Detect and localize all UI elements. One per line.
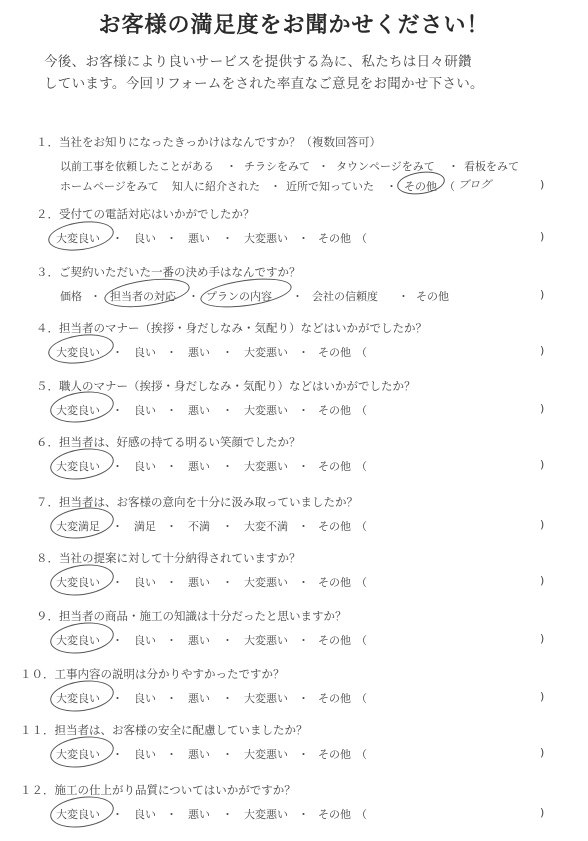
q4-close-paren: )	[540, 344, 545, 357]
q12-dot: ・	[222, 808, 233, 821]
q3-option-price[interactable]: 価格	[60, 290, 82, 303]
q1-option-past-work[interactable]: 以前工事を依頼したことがある	[60, 160, 214, 173]
q2-dot: ・	[112, 232, 123, 245]
q5-option-very-good[interactable]: 大変良い	[56, 404, 100, 417]
question-9: ９．担当者の商品・施工の知識は十分だったと思いますか？	[36, 609, 347, 623]
q10-dot: ・	[222, 692, 233, 705]
q8-close-paren: )	[540, 574, 545, 587]
q10-option-very-bad[interactable]: 大変悪い	[244, 692, 288, 705]
q4-option-good[interactable]: 良い	[134, 346, 156, 359]
q6-close-paren: )	[540, 458, 545, 471]
q4-option-very-good[interactable]: 大変良い	[56, 346, 100, 359]
q12-dot: ・	[298, 808, 309, 821]
q4-dot: ・	[112, 346, 123, 359]
q3-dot: ・	[188, 290, 199, 303]
question-3: ３．ご契約いただいた一番の決め手はなんですか？	[36, 265, 301, 279]
question-5: ５．職人のマナー（挨拶・身だしなみ・気配り）などはいかがでしたか？	[36, 379, 416, 393]
q8-dot: ・	[112, 576, 123, 589]
q8-option-good[interactable]: 良い	[134, 576, 156, 589]
q9-dot: ・	[222, 634, 233, 647]
q2-option-other[interactable]: その他	[318, 232, 351, 245]
q12-option-other[interactable]: その他	[318, 808, 351, 821]
q5-open-paren: （	[356, 404, 367, 417]
q8-option-very-good[interactable]: 大変良い	[56, 576, 100, 589]
q5-dot: ・	[166, 404, 177, 417]
page-title: お客様の満足度をお聞かせください！	[98, 13, 490, 38]
q2-close-paren: )	[540, 230, 545, 243]
q12-option-bad[interactable]: 悪い	[188, 808, 210, 821]
q6-option-bad[interactable]: 悪い	[188, 460, 210, 473]
q8-dot: ・	[298, 576, 309, 589]
q9-dot: ・	[298, 634, 309, 647]
q1-dot: ・	[448, 160, 459, 173]
q7-dot: ・	[222, 520, 233, 533]
q6-dot: ・	[298, 460, 309, 473]
q11-option-good[interactable]: 良い	[134, 748, 156, 761]
q10-dot: ・	[166, 692, 177, 705]
q8-option-bad[interactable]: 悪い	[188, 576, 210, 589]
q2-option-good[interactable]: 良い	[134, 232, 156, 245]
question-6: ６．担当者は、好感の持てる明るい笑顔でしたか？	[36, 435, 301, 449]
question-1: １．当社をお知りになったきっかけはなんですか？（複数回答可）	[36, 135, 381, 149]
q1-close-paren: )	[540, 178, 545, 191]
q4-open-paren: （	[356, 346, 367, 359]
q10-option-very-good[interactable]: 大変良い	[56, 692, 100, 705]
q1-option-homepage[interactable]: ホームページをみて	[60, 180, 159, 193]
q8-dot: ・	[222, 576, 233, 589]
q10-close-paren: )	[540, 690, 545, 703]
question-10: １０．工事内容の説明は分かりやすかったですか？	[20, 667, 285, 681]
q3-option-staff-response[interactable]: 担当者の対応	[110, 290, 176, 303]
q9-open-paren: （	[356, 634, 367, 647]
q2-dot: ・	[166, 232, 177, 245]
q11-option-very-good[interactable]: 大変良い	[56, 748, 100, 761]
q4-dot: ・	[298, 346, 309, 359]
q5-option-very-bad[interactable]: 大変悪い	[244, 404, 288, 417]
q3-option-trust[interactable]: 会社の信頼度	[312, 290, 378, 303]
q10-dot: ・	[298, 692, 309, 705]
q12-option-very-good[interactable]: 大変良い	[56, 808, 100, 821]
q7-option-very-dissatisfied[interactable]: 大変不満	[244, 520, 288, 533]
q7-dot: ・	[166, 520, 177, 533]
q5-option-other[interactable]: その他	[318, 404, 351, 417]
q2-option-very-good[interactable]: 大変良い	[56, 232, 100, 245]
question-11: １１．担当者は、お客様の安全に配慮していましたか？	[20, 723, 308, 737]
q2-option-very-bad[interactable]: 大変悪い	[244, 232, 288, 245]
q9-option-very-good[interactable]: 大変良い	[56, 634, 100, 647]
q7-option-dissatisfied[interactable]: 不満	[188, 520, 210, 533]
q7-option-other[interactable]: その他	[318, 520, 351, 533]
q1-open-paren: （	[444, 180, 455, 193]
q12-option-good[interactable]: 良い	[134, 808, 156, 821]
q2-option-bad[interactable]: 悪い	[188, 232, 210, 245]
q3-dot: ・	[90, 290, 101, 303]
q4-option-very-bad[interactable]: 大変悪い	[244, 346, 288, 359]
q5-dot: ・	[112, 404, 123, 417]
q1-option-referral[interactable]: 知人に紹介された	[172, 180, 260, 193]
intro-line-2: しています。今回リフォームをされた率直なご意見をお聞かせ下さい。	[44, 76, 484, 92]
q3-dot: ・	[292, 290, 303, 303]
q1-option-other[interactable]: その他	[404, 180, 437, 193]
q1-option-flyer[interactable]: チラシをみて	[244, 160, 310, 173]
q12-dot: ・	[112, 808, 123, 821]
q5-dot: ・	[298, 404, 309, 417]
q3-option-plan[interactable]: プランの内容	[206, 290, 272, 303]
q12-option-very-bad[interactable]: 大変悪い	[244, 808, 288, 821]
q4-dot: ・	[166, 346, 177, 359]
intro-line-1: 今後、お客様により良いサービスを提供する為に、私たちは日々研鑽	[44, 54, 472, 70]
q9-close-paren: )	[540, 632, 545, 645]
q2-open-paren: （	[356, 232, 367, 245]
q9-option-bad[interactable]: 悪い	[188, 634, 210, 647]
q2-dot: ・	[222, 232, 233, 245]
q5-dot: ・	[222, 404, 233, 417]
q11-open-paren: （	[356, 748, 367, 761]
q7-close-paren: )	[540, 518, 545, 531]
q12-dot: ・	[166, 808, 177, 821]
q6-dot: ・	[166, 460, 177, 473]
q9-option-other[interactable]: その他	[318, 634, 351, 647]
q1-dot: ・	[270, 180, 281, 193]
q6-option-very-good[interactable]: 大変良い	[56, 460, 100, 473]
q6-option-very-bad[interactable]: 大変悪い	[244, 460, 288, 473]
q1-option-nearby[interactable]: 近所で知っていた	[286, 180, 374, 193]
q8-option-very-bad[interactable]: 大変悪い	[244, 576, 288, 589]
q9-dot: ・	[166, 634, 177, 647]
q1-dot: ・	[318, 160, 329, 173]
q11-option-very-bad[interactable]: 大変悪い	[244, 748, 288, 761]
q6-option-good[interactable]: 良い	[134, 460, 156, 473]
q12-open-paren: （	[356, 808, 367, 821]
q1-dot: ・	[226, 160, 237, 173]
question-7: ７．担当者は、お客様の意向を十分に汲み取っていましたか？	[36, 495, 358, 509]
q7-option-very-satisfied[interactable]: 大変満足	[56, 520, 100, 533]
q11-dot: ・	[222, 748, 233, 761]
q10-open-paren: （	[356, 692, 367, 705]
question-8: ８．当社の提案に対して十分納得されていますか？	[36, 551, 301, 565]
q10-option-bad[interactable]: 悪い	[188, 692, 210, 705]
q1-option-signboard[interactable]: 看板をみて	[464, 160, 519, 173]
q11-option-bad[interactable]: 悪い	[188, 748, 210, 761]
q12-close-paren: )	[540, 806, 545, 819]
q6-dot: ・	[222, 460, 233, 473]
question-2: ２．受付ての電話対応はいかがでしたか？	[36, 207, 255, 221]
q10-option-good[interactable]: 良い	[134, 692, 156, 705]
q1-dot: ・	[386, 180, 397, 193]
q5-option-bad[interactable]: 悪い	[188, 404, 210, 417]
q7-option-satisfied[interactable]: 満足	[134, 520, 156, 533]
q11-dot: ・	[298, 748, 309, 761]
q2-dot: ・	[298, 232, 309, 245]
q8-dot: ・	[166, 576, 177, 589]
q10-dot: ・	[112, 692, 123, 705]
q5-close-paren: )	[540, 402, 545, 415]
q9-option-very-bad[interactable]: 大変悪い	[244, 634, 288, 647]
q7-dot: ・	[112, 520, 123, 533]
q7-dot: ・	[298, 520, 309, 533]
q5-option-good[interactable]: 良い	[134, 404, 156, 417]
q7-open-paren: （	[356, 520, 367, 533]
q6-dot: ・	[112, 460, 123, 473]
q11-close-paren: )	[540, 746, 545, 759]
q11-dot: ・	[166, 748, 177, 761]
q9-dot: ・	[112, 634, 123, 647]
q6-option-other[interactable]: その他	[318, 460, 351, 473]
q6-open-paren: （	[356, 460, 367, 473]
question-4: ４．担当者のマナー（挨拶・身だしなみ・気配り）などはいかがでしたか？	[36, 321, 427, 335]
q10-option-other[interactable]: その他	[318, 692, 351, 705]
q3-dot: ・	[398, 290, 409, 303]
q1-option-townpage[interactable]: タウンページをみて	[336, 160, 435, 173]
q1-handwritten-answer: ブログ	[458, 178, 491, 191]
q11-option-other[interactable]: その他	[318, 748, 351, 761]
q11-dot: ・	[112, 748, 123, 761]
q3-option-other[interactable]: その他	[416, 290, 449, 303]
q4-dot: ・	[222, 346, 233, 359]
q8-open-paren: （	[356, 576, 367, 589]
q8-option-other[interactable]: その他	[318, 576, 351, 589]
q9-option-good[interactable]: 良い	[134, 634, 156, 647]
q3-close-paren: )	[540, 288, 545, 301]
q4-option-bad[interactable]: 悪い	[188, 346, 210, 359]
question-12: １２．施工の仕上がり品質についてはいかがですか？	[20, 783, 296, 797]
q4-option-other[interactable]: その他	[318, 346, 351, 359]
